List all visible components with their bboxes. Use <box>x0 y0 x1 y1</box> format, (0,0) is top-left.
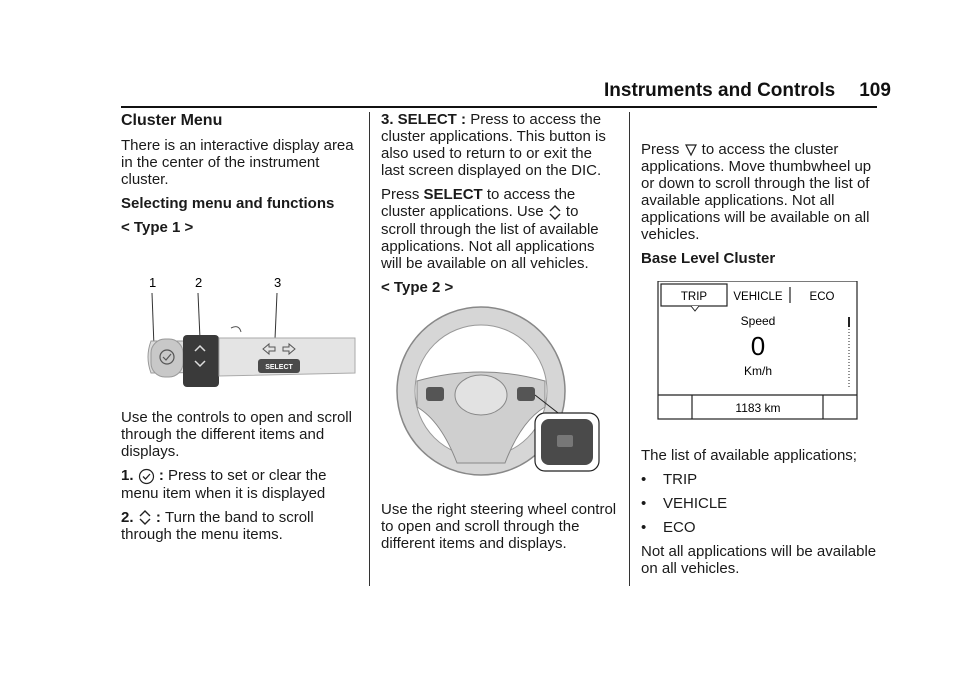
item1-colon: : <box>154 467 169 484</box>
item2-colon: : <box>151 508 166 526</box>
press-rest: to access the cluster applications. Move thumbwheel up or down to scroll through the list of available applications. Not all applications will be available on all vehicles. <box>641 141 872 243</box>
item3-text: Press to access the cluster applications. This button is also used to return to or exit the last screen displayed on the DIC. <box>381 111 606 179</box>
scroll-updown-icon <box>138 509 152 526</box>
list-item: • VEHICLE <box>641 495 728 512</box>
closing-paragraph: Not all applications will be available on all vehicles. <box>641 543 877 577</box>
scroll-updown-icon <box>548 204 562 221</box>
check-circle-icon <box>138 468 155 485</box>
tab-eco-label: ECO <box>809 291 835 303</box>
list-item: • TRIP <box>641 471 698 488</box>
base-cluster-label: Base Level Cluster <box>641 250 776 267</box>
column-divider-2 <box>629 112 630 586</box>
scroll-rest: to scroll through the list of available applications. Not all applications will be available on all vehicles. <box>381 203 599 272</box>
item1-text: Press to set or clear the menu item when it is displayed <box>121 467 327 502</box>
column-3 <box>641 111 877 584</box>
column-divider-1 <box>369 112 370 586</box>
item2-number: 2. <box>121 508 134 526</box>
list-item: • ECO <box>641 519 696 536</box>
item1-number: 1. <box>121 467 134 484</box>
speed-label: Speed <box>740 314 776 328</box>
item3-label: 3. SELECT : <box>381 111 471 128</box>
press-word: Press <box>381 186 424 203</box>
press-paragraph <box>641 141 877 243</box>
speed-unit: Km/h <box>743 364 773 378</box>
press-rest: to access the cluster applications. Use <box>381 186 576 220</box>
page-header <box>604 80 891 102</box>
steering-paragraph: Use the right steering wheel control to open and scroll through the different items and displays. <box>381 500 617 552</box>
press-word: Press <box>641 141 684 158</box>
intro-paragraph: There is an interactive display area in the center of the instrument cluster. <box>121 137 354 188</box>
tab-vehicle-label: VEHICLE <box>733 291 783 303</box>
list-intro: The list of available applications; <box>641 447 857 464</box>
triangle-icon <box>684 143 698 157</box>
right-control-pad <box>517 387 535 401</box>
cluster-display-figure <box>641 281 877 431</box>
section-title: Instruments and Controls <box>604 80 836 101</box>
section-heading: Cluster Menu <box>121 112 223 129</box>
item-1 <box>121 467 361 502</box>
select-word: SELECT <box>423 186 483 203</box>
item-2 <box>121 509 361 544</box>
column-2 <box>381 111 617 559</box>
controls-paragraph: Use the controls to open and scroll through the different items and displays. <box>121 409 352 460</box>
callout-1: 1 <box>149 275 157 290</box>
odometer-value: 1183 km <box>735 401 781 415</box>
item-3 <box>381 111 617 179</box>
tab-trip-label: TRIP <box>680 291 708 303</box>
header-rule <box>121 106 877 108</box>
turn-signal-lever-figure <box>121 243 357 393</box>
select-button-label: SELECT <box>265 364 293 371</box>
callout-2: 2 <box>195 275 203 290</box>
select-paragraph <box>381 186 617 272</box>
steering-wheel-figure <box>381 303 617 485</box>
type2-label: < Type 2 > <box>381 278 454 296</box>
item2-text: Turn the band to scroll through the menu items. <box>121 508 314 544</box>
page-number: 109 <box>859 80 891 101</box>
type1-label: < Type 1 > <box>121 219 194 236</box>
subheading: Selecting menu and functions <box>121 195 335 212</box>
callout-3: 3 <box>274 275 282 290</box>
speed-value: 0 <box>750 331 766 361</box>
column-1 <box>121 111 361 550</box>
